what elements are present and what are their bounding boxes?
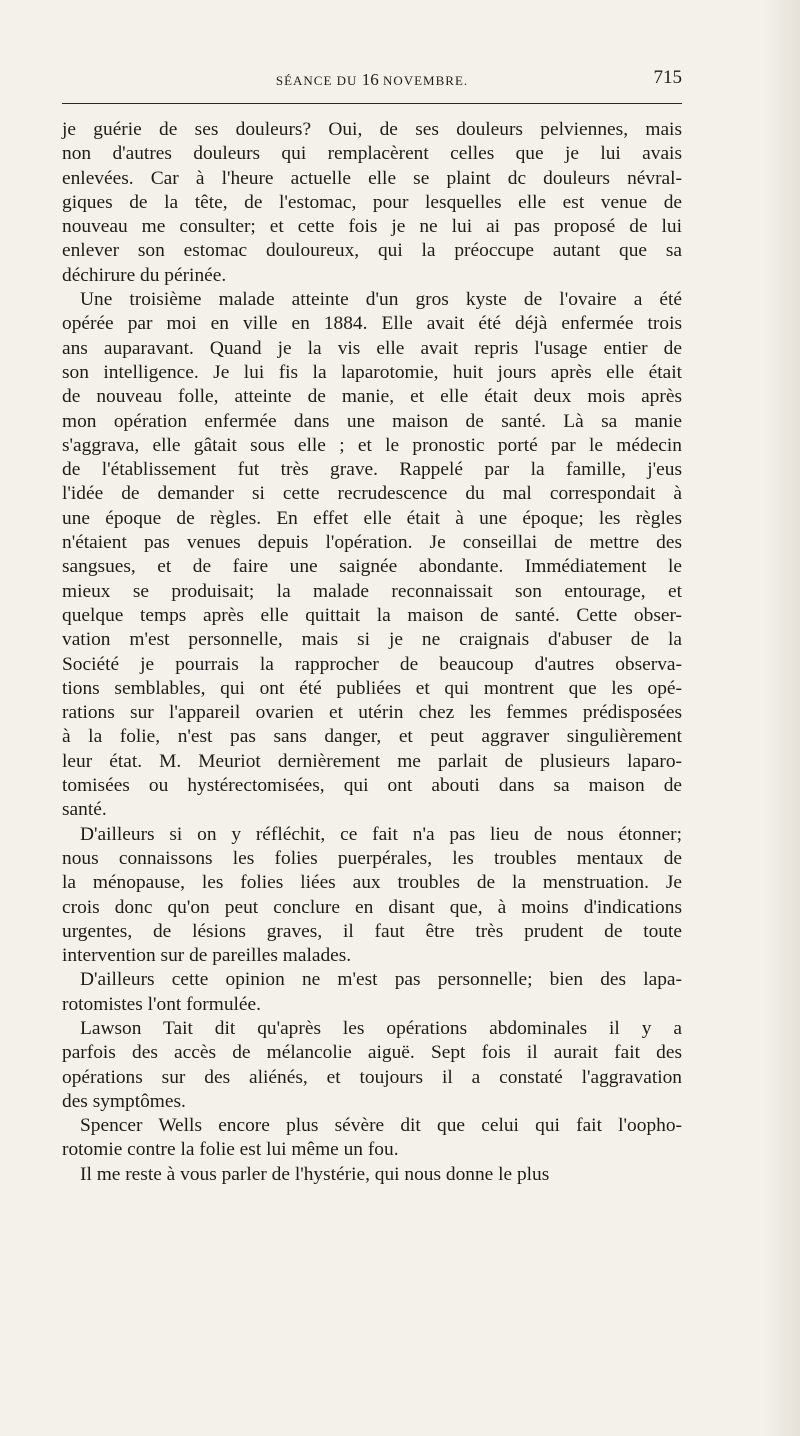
text-line: enlevées. Car à l'heure actuelle elle se plaint dc douleurs névral- (62, 167, 682, 189)
running-title-suffix: NOVEMBRE. (378, 73, 469, 88)
text-line: intervention sur de pareilles malades. (62, 945, 352, 967)
running-title-day: 16 (361, 70, 379, 89)
text-line: urgentes, de lésions graves, il faut être très prudent de toute (62, 920, 682, 942)
page-edge-shadow (764, 0, 800, 1436)
text-line: de l'établissement fut très grave. Rappelé par la famille, j'eus (62, 459, 682, 481)
text-line: quelque temps après elle quittait la maison de santé. Cette obser- (62, 604, 682, 626)
text-line: leur état. M. Meuriot dernièrement me parlait de plusieurs laparo- (62, 750, 682, 772)
text-line: non d'autres douleurs qui remplacèrent celles que je lui avais (62, 143, 682, 165)
text-line: giques de la tête, de l'estomac, pour lesquelles elle est venue de (62, 191, 682, 213)
text-line: nous connaissons les folies puerpérales, les troubles mentaux de (62, 847, 682, 869)
text-line: mon opération enfermée dans une maison de santé. Là sa manie (62, 410, 682, 432)
text-line: nouveau me consulter; et cette fois je ne lui ai pas proposé de lui (62, 216, 682, 238)
text-line: Spencer Wells encore plus sévère dit que celui qui fait l'oopho- (80, 1115, 682, 1137)
text-line: n'étaient pas venues depuis l'opération. Je conseillai de mettre des (62, 532, 682, 554)
text-line: Lawson Tait dit qu'après les opérations abdominales il y a (80, 1017, 682, 1039)
text-line: sangsues, et de faire une saignée abondante. Immédiatement le (62, 556, 682, 578)
text-line: opérations sur des aliénés, et toujours il a constaté l'aggravation (62, 1066, 682, 1088)
text-line: s'aggrava, elle gâtait sous elle ; et le pronostic porté par le médecin (62, 434, 682, 456)
text-line: tomisées ou hystérectomisées, qui ont abouti dans sa maison de (62, 775, 682, 797)
header-rule (62, 103, 682, 104)
page-number: 715 (653, 67, 682, 88)
text-line: Société je pourrais la rapprocher de beaucoup d'autres observa- (62, 653, 682, 675)
text-line: déchirure du périnée. (62, 264, 227, 286)
text-line: D'ailleurs si on y réfléchit, ce fait n'a pas lieu de nous étonner; (80, 823, 682, 845)
text-line: des symptômes. (62, 1090, 186, 1112)
text-line: je guérie de ses douleurs? Oui, de ses douleurs pelviennes, mais (62, 119, 682, 140)
text-line: santé. (62, 799, 107, 821)
text-line: vation m'est personnelle, mais si je ne craignais d'abuser de la (62, 629, 682, 651)
text-line: Il me reste à vous parler de l'hystérie, qui nous donne le plus (80, 1163, 550, 1185)
text-line: opérée par moi en ville en 1884. Elle avait été déjà enfermée trois (62, 313, 682, 335)
text-line: la ménopause, les folies liées aux troubles de la menstruation. Je (62, 872, 682, 894)
running-title (62, 70, 682, 90)
text-line: ans auparavant. Quand je la vis elle avait repris l'usage entier de (62, 337, 682, 359)
text-line: rotomie contre la folie est lui même un fou. (62, 1139, 399, 1161)
text-line: une époque de règles. En effet elle était à une époque; les règles (62, 507, 682, 529)
text-line: l'idée de demander si cette recrudescence du mal correspondait à (62, 483, 682, 505)
text-line: de nouveau folle, atteinte de manie, et elle était deux mois après (62, 386, 682, 408)
text-line: rations sur l'appareil ovarien et utérin chez les femmes prédisposées (62, 702, 682, 724)
body-text (62, 118, 682, 1187)
text-line: tions semblables, qui ont été publiées et qui montrent que les opé- (62, 677, 682, 699)
text-line: à la folie, n'est pas sans danger, et peut aggraver singulièrement (62, 726, 682, 748)
text-line: son intelligence. Je lui fis la laparotomie, huit jours après elle était (62, 361, 682, 383)
text-line: crois donc qu'on peut conclure en disant que, à moins d'indications (62, 896, 682, 918)
running-title-prefix: SÉANCE DU (275, 73, 362, 88)
text-line: parfois des accès de mélancolie aiguë. Sept fois il aurait fait des (62, 1042, 682, 1064)
text-line: enlever son estomac douloureux, qui la préoccupe autant que sa (62, 240, 682, 262)
text-line: D'ailleurs cette opinion ne m'est pas personnelle; bien des lapa- (80, 969, 682, 991)
page-header (62, 67, 682, 92)
text-line: Une troisième malade atteinte d'un gros kyste de l'ovaire a été (80, 289, 682, 311)
text-line: mieux se produisait; la malade reconnaissait son entourage, et (62, 580, 682, 602)
text-line: rotomistes l'ont formulée. (62, 993, 261, 1015)
